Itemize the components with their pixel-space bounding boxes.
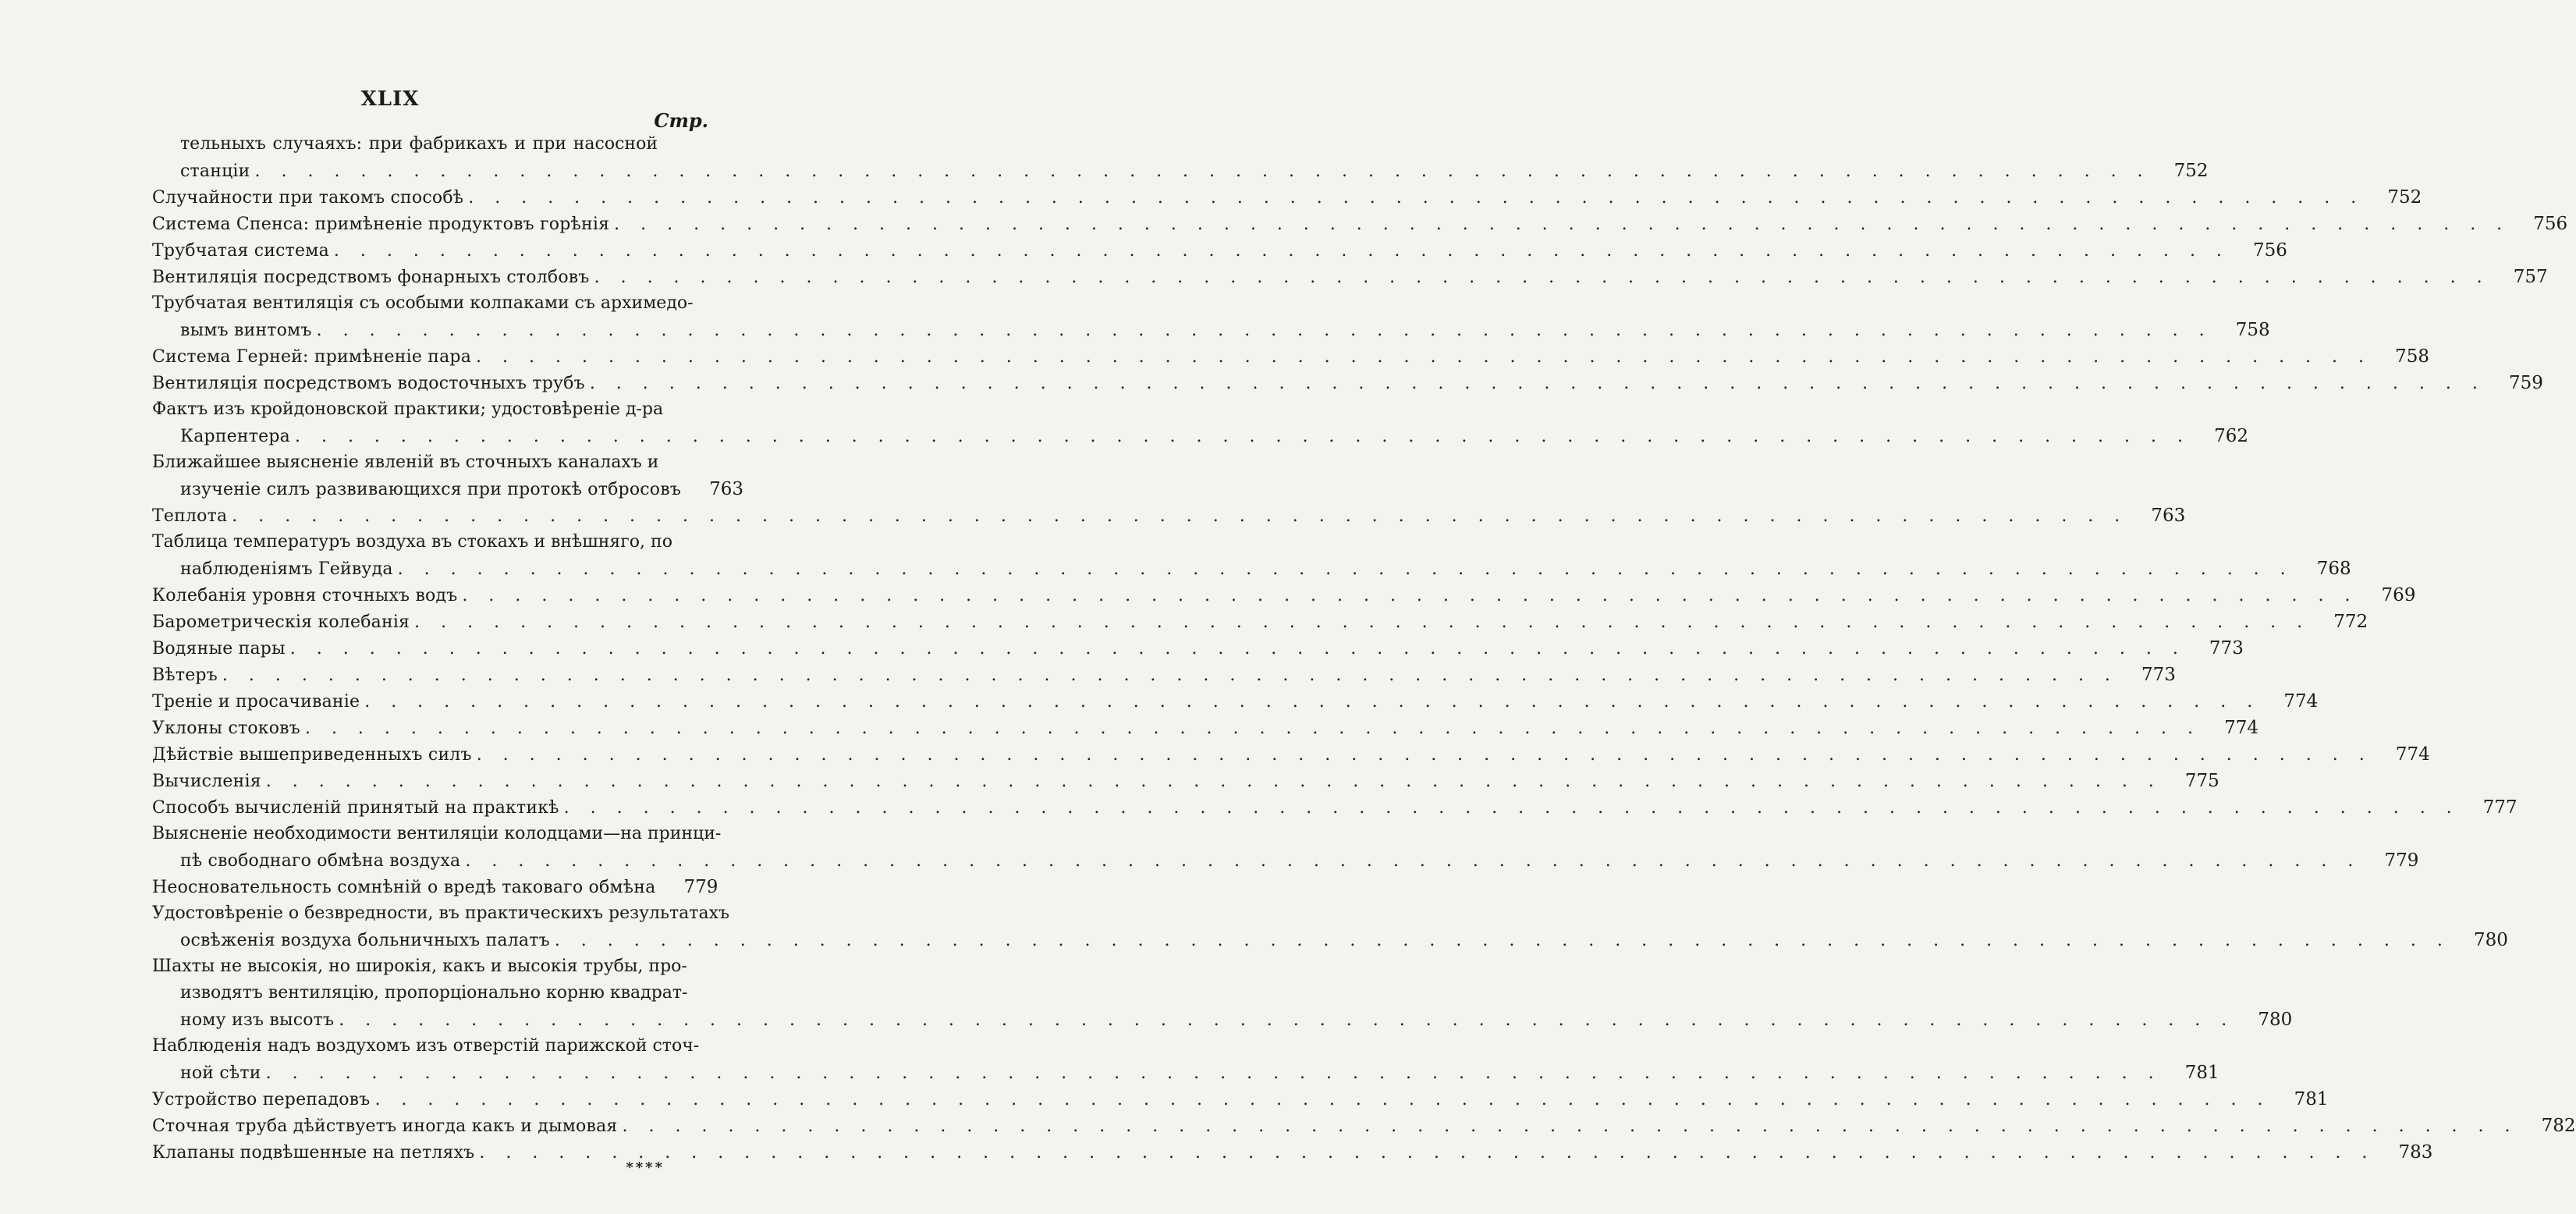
toc-entry: [152, 794, 2517, 821]
toc-line: [152, 688, 2319, 715]
toc-entry-text: Способъ вычисленій принятый на практикѣ: [152, 798, 559, 818]
toc-entry-text: Неосновательность сомнѣній о вредѣ таковаго обмѣна: [152, 878, 656, 897]
toc-line: [152, 184, 2422, 211]
toc-line: [152, 715, 2258, 741]
toc-line: [152, 900, 729, 927]
toc-entry: [152, 1033, 2219, 1086]
toc-entry-text: Барометрическія колебанія: [152, 612, 410, 632]
dot-leader: . . . . . . . . . . . . . . . . . . . . . . . . . . . . . . . . . . . . . . . . . . . . . . . . . . . . . . . . . . . . . . . . . . . . . . . .: [254, 162, 2151, 181]
page-number: 769: [2381, 585, 2416, 605]
dot-leader: . . . . . . . . . . . . . . . . . . . . . . . . . . . . . . . . . . . . . . . . . . . . . . . . . . . . . . . . . . . . . . . . . . . . . . . .: [316, 321, 2212, 340]
toc-line: [152, 582, 2416, 609]
toc-entry: [152, 741, 2430, 768]
table-of-contents: [152, 131, 2576, 1166]
page-number: 775: [2184, 771, 2219, 791]
toc-entry: [152, 264, 2548, 290]
page-number: 780: [2258, 1010, 2293, 1030]
toc-entry-text: пѣ свободнаго обмѣна воздуха: [180, 851, 461, 871]
toc-line: [152, 1033, 708, 1060]
dot-leader: . . . . . . . . . . . . . . . . . . . . . . . . . . . . . . . . . . . . . . . . . . . . . . . . . . . . . . . . . . . . . . . . . . . . . . . .: [397, 559, 2294, 579]
toc-entry-text: Сточная труба дѣйствуетъ иногда какъ и дымовая: [152, 1116, 618, 1136]
toc-line: [152, 1060, 2219, 1086]
page-number: 763: [709, 479, 744, 499]
toc-entry: [152, 900, 2508, 953]
toc-line: [152, 529, 708, 556]
page-number: 781: [2184, 1063, 2219, 1083]
page-number-roman: XLIX: [360, 87, 420, 111]
page-number: 773: [2209, 638, 2244, 658]
dot-leader: . . . . . . . . . . . . . . . . . . . . . . . . . . . . . . . . . . . . . . . . . . . . . . . . . . . . . . . . . . . . . . . . . . . . . . . .: [476, 347, 2372, 367]
dot-leader: . . . . . . . . . . . . . . . . . . . . . . . . . . . . . . . . . . . . . . . . . . . . . . . . . . . . . . . . . . . . . . . . . . . . . . . .: [465, 851, 2361, 871]
toc-line: [152, 741, 2430, 768]
toc-entry-text: ной сѣти: [180, 1063, 261, 1083]
toc-line: [152, 131, 708, 158]
toc-entry-text: Карпентера: [180, 427, 290, 446]
toc-entry: [152, 449, 744, 502]
page-number: 763: [2151, 506, 2186, 526]
toc-entry: [152, 609, 2368, 635]
page-number: 758: [2235, 320, 2270, 340]
page-number: 752: [2387, 187, 2422, 208]
toc-line: [152, 211, 2568, 237]
toc-entry-text: Фактъ изъ кройдоновской практики; удостовѣреніе д-ра: [152, 399, 664, 419]
toc-entry-text: Трубчатая система: [152, 241, 329, 261]
dot-leader: . . . . . . . . . . . . . . . . . . . . . . . . . . . . . . . . . . . . . . . . . . . . . . . . . . . . . . . . . . . . . . . . . . . . . . . .: [414, 612, 2311, 632]
page-number: 774: [2395, 744, 2430, 765]
toc-line: [152, 237, 2287, 264]
toc-line: [152, 1006, 2293, 1033]
toc-entry-text: Уклоны стоковъ: [152, 719, 300, 738]
toc-line: [152, 821, 722, 847]
page-number: 759: [2508, 373, 2543, 393]
page-number: 773: [2141, 665, 2176, 685]
dot-leader: . . . . . . . . . . . . . . . . . . . . . . . . . . . . . . . . . . . . . . . . . . . . . . . . . . . . . . . . . . . . . . . . . . . . . . . .: [462, 586, 2358, 605]
toc-entry: [152, 370, 2543, 396]
page-number: 772: [2333, 612, 2368, 632]
toc-line: [152, 662, 2176, 688]
toc-line: [152, 609, 2368, 635]
end-mark: ****: [626, 1159, 665, 1176]
dot-leader: . . . . . . . . . . . . . . . . . . . . . . . . . . . . . . . . . . . . . . . . . . . . . . . . . . . . . . . . . . . . . . . . . . . . . . . .: [222, 666, 2118, 685]
toc-entry-text: Удостовѣреніе о безвредности, въ практическихъ результатахъ: [152, 903, 729, 923]
toc-entry-text: Таблица температуръ воздуха въ стокахъ и внѣшняго, по: [152, 532, 672, 552]
toc-line: [152, 847, 2419, 874]
dot-leader: . . . . . . . . . . . . . . . . . . . . . . . . . . . . . . . . . . . . . . . . . . . . . . . . . . . . . . . . . . . . . . . . . . . . . . . .: [614, 215, 2510, 234]
page-column-label: Стр.: [654, 109, 708, 132]
toc-entry: [152, 688, 2319, 715]
toc-entry-text: Система Герней: примѣненіе пара: [152, 347, 472, 367]
toc-entry-text: изученіе силъ развивающихся при протокѣ отбросовъ: [180, 480, 682, 499]
toc-entry: [152, 768, 2219, 794]
toc-entry-text: Вентиляція посредствомъ водосточныхъ трубъ: [152, 374, 585, 393]
toc-line: [152, 927, 2508, 953]
dot-leader: . . . . . . . . . . . . . . . . . . . . . . . . . . . . . . . . . . . . . . . . . . . . . . . . . . . . . . . . . . . . . . . . . . . . . . . .: [479, 1143, 2376, 1163]
toc-line: [152, 874, 719, 900]
toc-entry: [152, 715, 2258, 741]
toc-entry-text: Трубчатая вентиляція съ особыми колпаками съ архимедо-: [152, 293, 694, 313]
toc-line: [152, 423, 2248, 449]
toc-entry: [152, 131, 2209, 184]
page-number: 780: [2473, 930, 2508, 950]
toc-entry-text: Вентиляція посредствомъ фонарныхъ столбовъ: [152, 268, 590, 287]
dot-leader: . . . . . . . . . . . . . . . . . . . . . . . . . . . . . . . . . . . . . . . . . . . . . . . . . . . . . . . . . . . . . . . . . . . . . . . .: [554, 931, 2450, 950]
toc-entry: [152, 237, 2287, 264]
toc-entry: [152, 821, 2419, 874]
toc-entry-text: тельныхъ случаяхъ: при фабрикахъ и при насосной: [180, 134, 658, 154]
page-number: 781: [2294, 1089, 2329, 1109]
toc-entry-text: вымъ винтомъ: [180, 321, 312, 340]
toc-entry: [152, 343, 2430, 370]
dot-leader: . . . . . . . . . . . . . . . . . . . . . . . . . . . . . . . . . . . . . . . . . . . . . . . . . . . . . . . . . . . . . . . . . . . . . . . .: [339, 1010, 2235, 1030]
toc-entry: [152, 1113, 2576, 1139]
toc-entry-text: Теплота: [152, 506, 228, 526]
toc-entry-text: наблюденіямъ Гейвуда: [180, 559, 393, 579]
toc-line: [152, 317, 2270, 343]
page-number: 782: [2541, 1116, 2576, 1136]
page-number: 774: [2283, 691, 2319, 712]
toc-line: [152, 449, 708, 476]
toc-entry: [152, 1086, 2329, 1113]
toc-entry: [152, 529, 2351, 582]
page-number: 758: [2395, 346, 2430, 367]
toc-entry-text: Колебанія уровня сточныхъ водъ: [152, 586, 458, 605]
page-number: 777: [2482, 797, 2517, 818]
toc-entry-text: Случайности при такомъ способѣ: [152, 188, 464, 208]
page-number: 752: [2173, 161, 2209, 181]
toc-line: [152, 1086, 2329, 1113]
toc-entry-text: изводятъ вентиляцію, пропорціонально корню квадрат-: [180, 983, 688, 1003]
dot-leader: . . . . . . . . . . . . . . . . . . . . . . . . . . . . . . . . . . . . . . . . . . . . . . . . . . . . . . . . . . . . . . . . . . . . . . . .: [476, 745, 2372, 765]
toc-entry: [152, 953, 2293, 1033]
toc-line: [152, 556, 2351, 582]
toc-line: [152, 343, 2430, 370]
toc-entry: [152, 502, 2186, 529]
toc-line: [152, 158, 2209, 184]
toc-entry: [152, 874, 719, 900]
toc-line: [152, 768, 2219, 794]
toc-entry: [152, 1139, 2433, 1166]
toc-entry-text: Дѣйствіе вышеприведенныхъ силъ: [152, 745, 472, 765]
toc-entry-text: Ближайшее выясненіе явленій въ сточныхъ каналахъ и: [152, 453, 659, 472]
toc-entry-text: Вычисленія: [152, 772, 261, 791]
page-number: 757: [2513, 267, 2548, 287]
dot-leader: . . . . . . . . . . . . . . . . . . . . . . . . . . . . . . . . . . . . . . . . . . . . . . . . . . . . . . . . . . . . . . . . . . . . . . . .: [468, 188, 2365, 208]
toc-entry: [152, 582, 2416, 609]
toc-line: [152, 290, 708, 317]
toc-line: [152, 396, 708, 423]
dot-leader: . . . . . . . . . . . . . . . . . . . . . . . . . . . . . . . . . . . . . . . . . . . . . . . . . . . . . . . . . . . . . . . . . . . . . . . .: [232, 506, 2128, 526]
toc-line: [152, 264, 2548, 290]
toc-line: [152, 794, 2517, 821]
dot-leader: . . . . . . . . . . . . . . . . . . . . . . . . . . . . . . . . . . . . . . . . . . . . . . . . . . . . . . . . . . . . . . . . . . . . . . . .: [622, 1116, 2518, 1136]
dot-leader: . . . . . . . . . . . . . . . . . . . . . . . . . . . . . . . . . . . . . . . . . . . . . . . . . . . . . . . . . . . . . . . . . . . . . . . .: [589, 374, 2486, 393]
toc-entry-text: станціи: [180, 162, 250, 181]
toc-entry-text: ному изъ высотъ: [180, 1010, 335, 1030]
toc-entry-text: Наблюденія надъ воздухомъ изъ отверстій парижской сточ-: [152, 1036, 700, 1056]
dot-leader: . . . . . . . . . . . . . . . . . . . . . . . . . . . . . . . . . . . . . . . . . . . . . . . . . . . . . . . . . . . . . . . . . . . . . . . .: [364, 692, 2261, 712]
dot-leader: . . . . . . . . . . . . . . . . . . . . . . . . . . . . . . . . . . . . . . . . . . . . . . . . . . . . . . . . . . . . . . . . . . . . . . . .: [563, 798, 2460, 818]
toc-entry: [152, 662, 2176, 688]
toc-entry-text: Клапаны подвѣшенные на петляхъ: [152, 1143, 475, 1163]
toc-line: [152, 980, 708, 1006]
toc-entry-text: Шахты не высокія, но широкія, какъ и высокія трубы, про-: [152, 957, 687, 976]
toc-entry: [152, 184, 2422, 211]
toc-entry: [152, 290, 2270, 343]
page-number: 774: [2224, 718, 2258, 738]
dot-leader: . . . . . . . . . . . . . . . . . . . . . . . . . . . . . . . . . . . . . . . . . . . . . . . . . . . . . . . . . . . . . . . . . . . . . . . .: [289, 639, 2186, 658]
toc-entry-text: Треніе и просачиваніе: [152, 692, 360, 712]
page-number: 783: [2398, 1142, 2433, 1163]
dot-leader: . . . . . . . . . . . . . . . . . . . . . . . . . . . . . . . . . . . . . . . . . . . . . . . . . . . . . . . . . . . . . . . . . . . . . . . .: [594, 268, 2490, 287]
dot-leader: . . . . . . . . . . . . . . . . . . . . . . . . . . . . . . . . . . . . . . . . . . . . . . . . . . . . . . . . . . . . . . . . . . . . . . . .: [265, 1063, 2162, 1083]
toc-entry-text: освѣженія воздуха больничныхъ палатъ: [180, 931, 550, 950]
dot-leader: . . . . . . . . . . . . . . . . . . . . . . . . . . . . . . . . . . . . . . . . . . . . . . . . . . . . . . . . . . . . . . . . . . . . . . . .: [265, 772, 2162, 791]
toc-line: [152, 370, 2543, 396]
page-number: 756: [2533, 214, 2568, 234]
dot-leader: . . . . . . . . . . . . . . . . . . . . . . . . . . . . . . . . . . . . . . . . . . . . . . . . . . . . . . . . . . . . . . . . . . . . . . . .: [374, 1090, 2271, 1109]
page-number: 779: [2384, 850, 2419, 871]
toc-line: [152, 1113, 2576, 1139]
dot-leader: . . . . . . . . . . . . . . . . . . . . . . . . . . . . . . . . . . . . . . . . . . . . . . . . . . . . . . . . . . . . . . . . . . . . . . . .: [304, 719, 2201, 738]
toc-line: [152, 635, 2244, 662]
toc-line: [152, 476, 744, 502]
page-number: 756: [2253, 240, 2287, 261]
page-number: 768: [2316, 559, 2351, 579]
toc-entry: [152, 396, 2248, 449]
toc-entry-text: Система Спенса: примѣненіе продуктовъ горѣнія: [152, 215, 610, 234]
dot-leader: . . . . . . . . . . . . . . . . . . . . . . . . . . . . . . . . . . . . . . . . . . . . . . . . . . . . . . . . . . . . . . . . . . . . . . . .: [333, 241, 2230, 261]
toc-line: [152, 953, 708, 980]
toc-entry-text: Устройство перепадовъ: [152, 1090, 371, 1109]
toc-entry-text: Водяные пары: [152, 639, 286, 658]
page-number: 779: [683, 877, 719, 897]
page-number: 762: [2214, 426, 2248, 446]
toc-entry-text: Вѣтеръ: [152, 666, 218, 685]
toc-entry-text: Выясненіе необходимости вентиляціи колодцами—на принци-: [152, 824, 722, 843]
toc-line: [152, 502, 2186, 529]
toc-line: [152, 1139, 2433, 1166]
dot-leader: . . . . . . . . . . . . . . . . . . . . . . . . . . . . . . . . . . . . . . . . . . . . . . . . . . . . . . . . . . . . . . . . . . . . . . . .: [294, 427, 2191, 446]
toc-entry: [152, 635, 2244, 662]
toc-entry: [152, 211, 2568, 237]
